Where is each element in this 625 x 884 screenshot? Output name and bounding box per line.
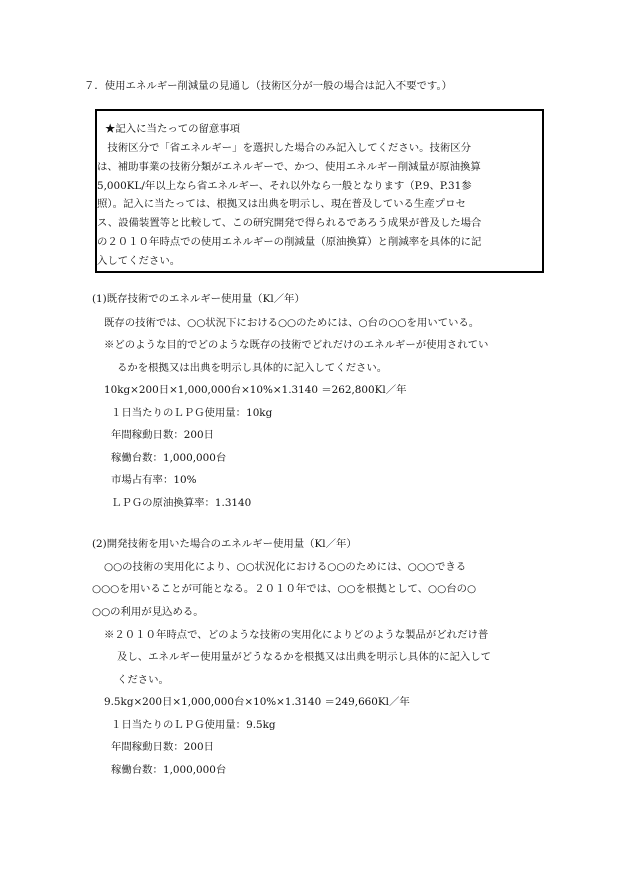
notice-box: [95, 109, 544, 273]
subsection2-description: ○○の利用が見込める。: [92, 606, 204, 618]
subsection1-item: 稼働台数：1,000,000台: [111, 452, 227, 464]
notice-line: 照）。記入に当たっては、根拠又は出典を明示し、現在普及している生産プロセ: [97, 198, 466, 210]
subsection1-item: 市場占有率：10%: [111, 474, 197, 486]
subsection2-formula: 9.5kg×200日×1,000,000台×10%×1.3140 ＝249,660Kl／年: [104, 696, 410, 708]
subsection1-formula: 10kg×200日×1,000,000台×10%×1.3140 ＝262,800Kl／年: [104, 384, 407, 396]
notice-line: 5,000KL/年以上なら省エネルギー、それ以外なら一般となります（P.9、P.31参: [97, 180, 472, 192]
subsection1-item: １日当たりのＬＰＧ使用量：10kg: [111, 407, 273, 419]
subsection2-title: (2)開発技術を用いた場合のエネルギー使用量（Kl／年）: [92, 538, 357, 550]
notice-heading: ★記入に当たっての留意事項: [105, 123, 241, 135]
notice-line: は、補助事業の技術分類がエネルギーで、かつ、使用エネルギー削減量が原油換算: [97, 161, 481, 173]
subsection1-description: 既存の技術では、○○状況下における○○のためには、○台の○○を用いている。: [104, 317, 480, 329]
notice-line: の２０１０年時点での使用エネルギーの削減量（原油換算）と削減率を具体的に記: [97, 236, 482, 248]
subsection1-note: るかを根拠又は出典を明示し具体的に記入してください。: [117, 362, 388, 374]
subsection2-note: 及し、エネルギー使用量がどうなるかを根拠又は出典を明示し具体的に記入して: [117, 651, 492, 663]
subsection1-item: 年間稼動日数：200日: [111, 429, 214, 441]
subsection1-title: (1)既存技術でのエネルギー使用量（Kl／年）: [92, 293, 305, 305]
subsection2-description: ○○の技術の実用化により、○○状況化における○○のためには、○○○できる: [104, 561, 467, 573]
notice-line: 入してください。: [97, 255, 181, 267]
section-title: ７．使用エネルギー削減量の見通し（技術区分が一般の場合は記入不要です。）: [84, 80, 453, 92]
subsection2-description: ○○○を用いることが可能となる。２０１０年では、○○を根拠として、○○台の○: [92, 583, 477, 595]
notice-line: ス、設備装置等と比較して、この研究開発で得られるであろう成果が普及した場合: [97, 217, 482, 229]
subsection2-item: １日当たりのＬＰＧ使用量：9.5kg: [111, 719, 276, 731]
subsection2-item: 稼働台数：1,000,000台: [111, 764, 227, 776]
subsection2-note: ※２０１０年時点で、どのような技術の実用化によりどのような製品がどれだけ普: [104, 629, 489, 641]
notice-line: 技術区分で「省エネルギー」を選択した場合のみ記入してください。技術区分: [97, 142, 472, 154]
subsection2-note: ください。: [117, 674, 169, 686]
subsection1-note: ※どのような目的でどのような既存の技術でどれだけのエネルギーが使用されてい: [104, 339, 489, 351]
subsection2-item: 年間稼動日数：200日: [111, 741, 214, 753]
subsection1-item: ＬＰＧの原油換算率：1.3140: [111, 497, 252, 509]
